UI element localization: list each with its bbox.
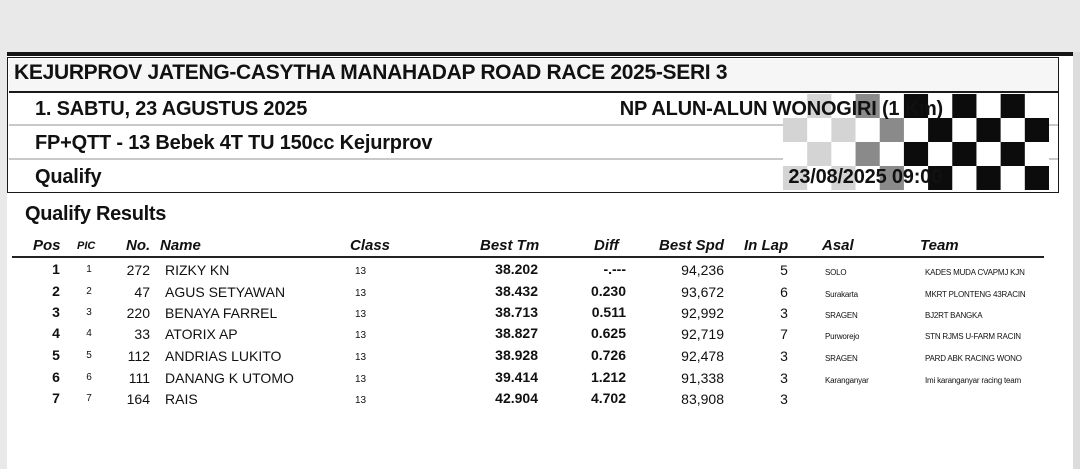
checker-square xyxy=(880,118,904,142)
row-best-tm: 42.904 xyxy=(495,390,538,406)
row-asal: Karanganyar xyxy=(825,376,869,385)
row-class: 13 xyxy=(355,309,367,320)
row-pos: 1 xyxy=(52,261,60,277)
row-class: 13 xyxy=(355,266,367,277)
checker-square xyxy=(1001,142,1025,166)
row-in-lap: 3 xyxy=(780,348,788,364)
row-team: BJ2RT BANGKA xyxy=(925,311,983,320)
row-pos: 7 xyxy=(52,390,60,406)
page-edge xyxy=(1073,52,1080,469)
row-class: 13 xyxy=(355,352,367,363)
table-header-rule xyxy=(12,256,1044,258)
session-datetime: 23/08/2025 09:00 xyxy=(788,166,942,188)
row-diff: 0.726 xyxy=(590,347,626,363)
checker-square xyxy=(952,94,976,118)
row-pos: 2 xyxy=(52,283,60,299)
row-pos: 4 xyxy=(52,325,60,341)
row-class: 13 xyxy=(355,288,367,299)
row-asal: Surakarta xyxy=(825,290,858,299)
row-no: 272 xyxy=(126,262,150,278)
row-best-spd: 92,719 xyxy=(681,326,724,342)
row-class: 13 xyxy=(355,395,367,406)
checker-square xyxy=(1001,94,1025,118)
row-no: 33 xyxy=(134,326,150,342)
row-asal: SRAGEN xyxy=(825,311,858,320)
checker-square xyxy=(952,166,976,190)
row-in-lap: 6 xyxy=(780,284,788,300)
checker-square xyxy=(1025,142,1049,166)
checker-square xyxy=(1025,118,1049,142)
row-diff: 1.212 xyxy=(590,369,626,385)
checker-square xyxy=(1025,166,1049,190)
row-no: 112 xyxy=(127,348,150,364)
row-name: BENAYA FARREL xyxy=(165,305,278,321)
top-rule xyxy=(7,52,1073,56)
col-in-lap: In Lap xyxy=(744,237,789,254)
event-date: 1. SABTU, 23 AGUSTUS 2025 xyxy=(35,98,308,120)
row-diff: -.--- xyxy=(603,261,626,277)
checker-square xyxy=(976,166,1000,190)
checker-square xyxy=(976,94,1000,118)
row-pic: 1 xyxy=(86,264,92,275)
checker-square xyxy=(831,118,855,142)
row-best-tm: 38.202 xyxy=(495,261,538,277)
col-pos: Pos xyxy=(33,237,61,254)
row-name: AGUS SETYAWAN xyxy=(165,284,286,300)
row-name: RIZKY KN xyxy=(165,262,230,278)
checker-square xyxy=(952,142,976,166)
row-in-lap: 3 xyxy=(780,391,788,407)
row-best-spd: 91,338 xyxy=(681,370,724,386)
checker-square xyxy=(1001,166,1025,190)
row-in-lap: 5 xyxy=(780,262,788,278)
row-in-lap: 7 xyxy=(780,326,788,342)
session-name: Qualify xyxy=(35,166,102,188)
row-team: PARD ABK RACING WONO xyxy=(925,354,1022,363)
row-team: KADES MUDA CVAPMJ KJN xyxy=(925,268,1025,277)
row-pos: 3 xyxy=(52,304,60,320)
row-best-spd: 92,478 xyxy=(681,348,724,364)
checker-square xyxy=(952,118,976,142)
row-pos: 6 xyxy=(52,369,60,385)
row-best-spd: 93,672 xyxy=(681,284,724,300)
checker-square xyxy=(904,118,928,142)
row-in-lap: 3 xyxy=(780,305,788,321)
checker-square xyxy=(928,118,952,142)
row-asal: SRAGEN xyxy=(825,354,858,363)
row-name: ATORIX AP xyxy=(165,326,238,342)
checker-square xyxy=(783,118,807,142)
checker-square xyxy=(928,142,952,166)
row-best-tm: 38.827 xyxy=(495,325,538,341)
col-best-tm: Best Tm xyxy=(480,237,540,254)
col-no: No. xyxy=(126,237,151,254)
row-asal: SOLO xyxy=(825,268,847,277)
row-pic: 5 xyxy=(86,350,92,361)
row-best-tm: 39.414 xyxy=(495,369,538,385)
row-diff: 0.511 xyxy=(591,304,626,320)
checker-square xyxy=(856,142,880,166)
row-pic: 2 xyxy=(86,286,92,297)
row-team: STN RJMS U-FARM RACIN xyxy=(925,332,1021,341)
row-diff: 0.625 xyxy=(590,325,626,341)
row-name: ANDRIAS LUKITO xyxy=(165,348,282,364)
row-diff: 4.702 xyxy=(590,390,626,406)
checker-square xyxy=(976,142,1000,166)
col-class: Class xyxy=(350,237,391,254)
row-pic: 7 xyxy=(86,393,92,404)
event-title: KEJURPROV JATENG-CASYTHA MANAHADAP ROAD RACE 2025-SERI 3 xyxy=(14,61,728,84)
row-class: 13 xyxy=(355,330,367,341)
checker-square xyxy=(904,142,928,166)
checker-square xyxy=(783,142,807,166)
row-pos: 5 xyxy=(52,347,60,363)
row-best-tm: 38.713 xyxy=(495,304,538,320)
checker-square xyxy=(1025,94,1049,118)
row-no: 47 xyxy=(134,284,150,300)
row-diff: 0.230 xyxy=(590,283,626,299)
row-no: 220 xyxy=(126,305,150,321)
row-in-lap: 3 xyxy=(780,370,788,386)
col-pic: PIC xyxy=(77,240,96,252)
row-best-spd: 83,908 xyxy=(681,391,724,407)
row-best-tm: 38.432 xyxy=(495,283,538,299)
row-no: 111 xyxy=(128,370,150,386)
checker-square xyxy=(976,118,1000,142)
row-best-spd: 92,992 xyxy=(681,305,724,321)
row-team: Imi karanganyar racing team xyxy=(925,376,1021,385)
row-no: 164 xyxy=(126,391,150,407)
checker-square xyxy=(880,142,904,166)
row-best-spd: 94,236 xyxy=(681,262,724,278)
row-class: 13 xyxy=(355,374,367,385)
class-name: FP+QTT - 13 Bebek 4T TU 150cc Kejurprov xyxy=(35,132,433,154)
col-best-spd: Best Spd xyxy=(659,237,725,254)
col-name: Name xyxy=(160,237,201,254)
checker-square xyxy=(856,118,880,142)
checker-square xyxy=(1001,118,1025,142)
row-team: MKRT PLONTENG 43RACIN xyxy=(925,290,1026,299)
row-pic: 4 xyxy=(86,328,92,339)
col-team: Team xyxy=(920,237,959,254)
col-asal: Asal xyxy=(822,237,854,254)
row-best-tm: 38.928 xyxy=(495,347,538,363)
checker-square xyxy=(807,118,831,142)
venue: NP ALUN-ALUN WONOGIRI (1 Km) xyxy=(619,98,943,120)
checker-square xyxy=(807,142,831,166)
row-pic: 3 xyxy=(86,307,92,318)
row-pic: 6 xyxy=(86,372,92,383)
checker-square xyxy=(831,142,855,166)
col-diff: Diff xyxy=(594,237,619,254)
row-asal: Purworejo xyxy=(825,332,860,341)
row-name: RAIS xyxy=(165,391,198,407)
row-name: DANANG K UTOMO xyxy=(165,370,294,386)
results-heading: Qualify Results xyxy=(25,203,167,225)
